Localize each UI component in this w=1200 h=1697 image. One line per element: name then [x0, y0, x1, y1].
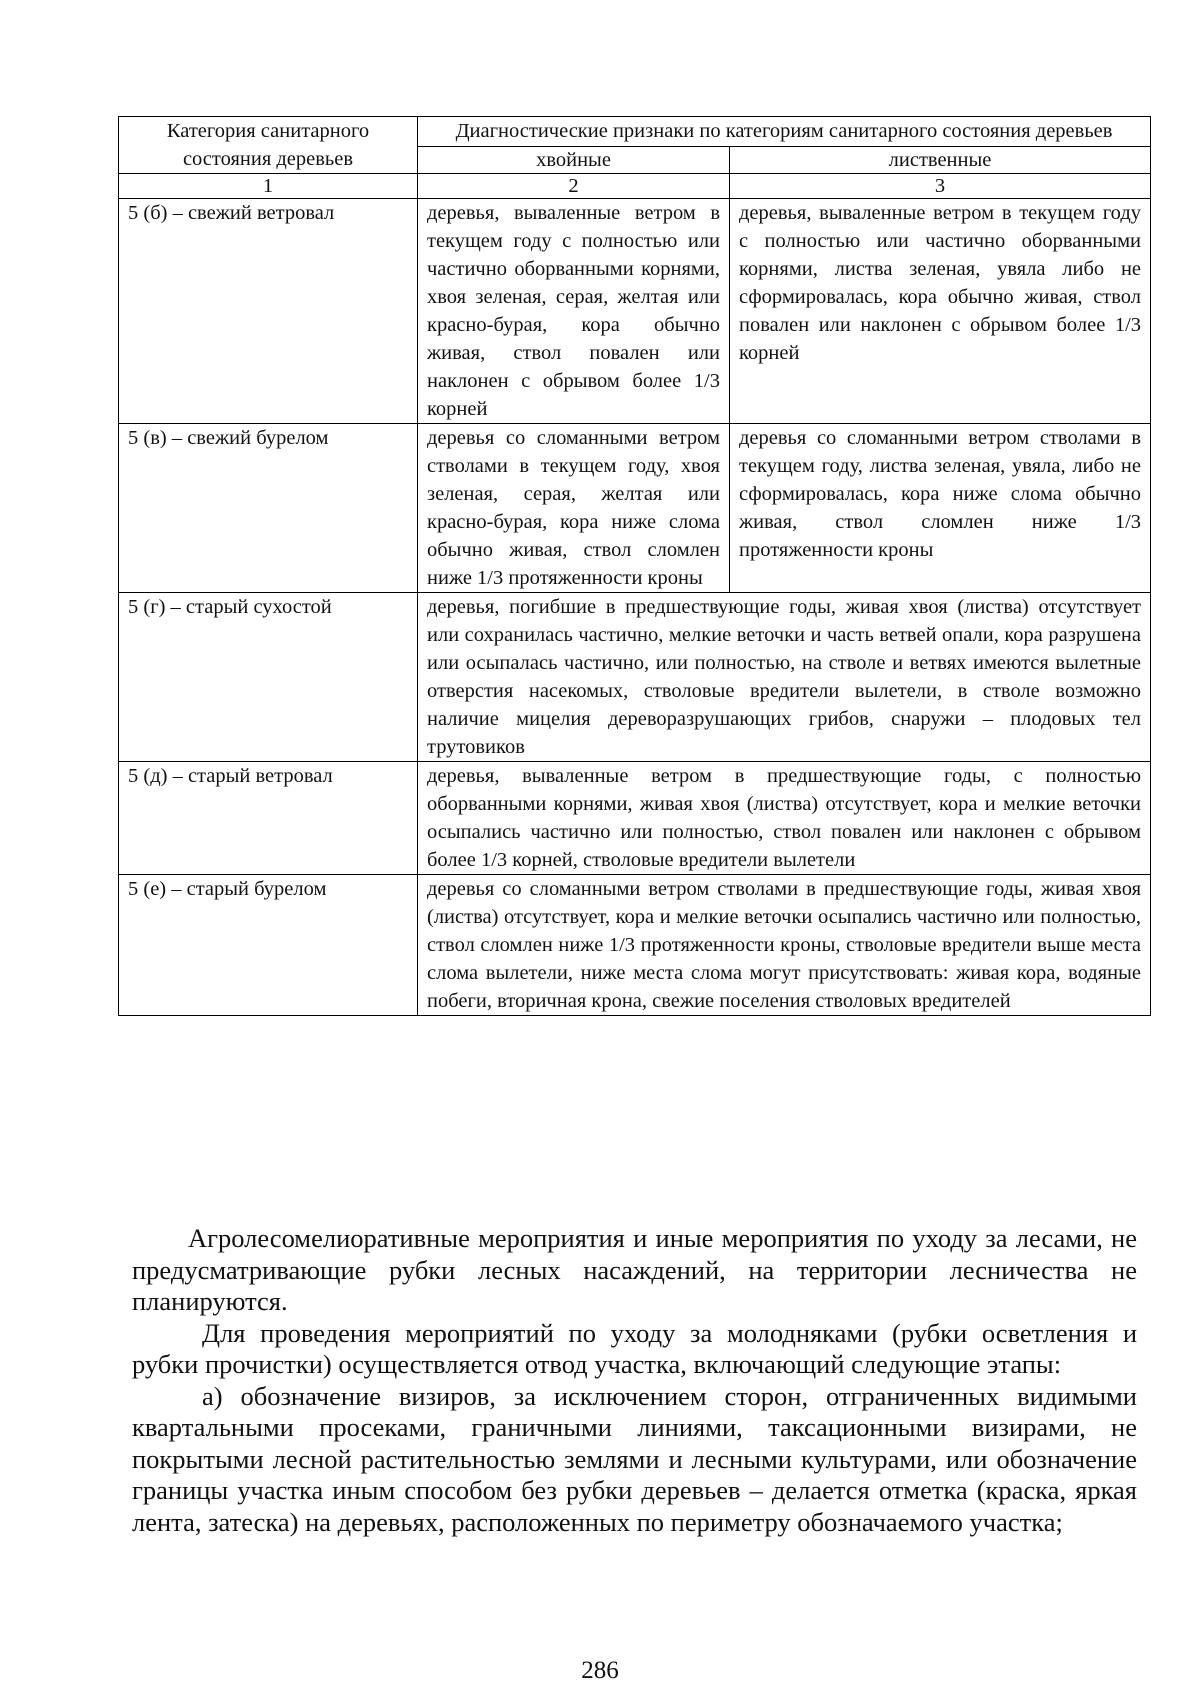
table-row — [119, 875, 1151, 1016]
column-number-2: 2 — [418, 174, 730, 199]
row-category: 5 (е) – старый бурелом — [119, 875, 418, 1016]
table-row — [119, 762, 1151, 875]
header-diagnostic: Диагностические признаки по категориям санитарного состояния деревьев — [418, 117, 1151, 147]
column-number-1: 1 — [119, 174, 418, 199]
header-category: Категория санитарного состояния деревьев — [119, 117, 418, 174]
body-text — [132, 1223, 1137, 1538]
row-deciduous: деревья со сломанными ветром стволами в текущем году, листва зеленая, увяла, либо не сформировалась, кора ниже слома обычно живая, ствол сломлен ниже 1/3 протяженности кроны — [730, 424, 1151, 593]
row-description: деревья, вываленные ветром в предшествующие годы, с полностью оборванными корнями, живая хвоя (листва) отсутствует, кора и мелкие веточки осыпались частично или полностью, ствол повален или наклонен с обрывом более 1/3 корней, стволовые вредители вылетели — [418, 762, 1151, 875]
table-row — [119, 199, 1151, 424]
table-number-row — [119, 174, 1151, 199]
row-description: деревья, погибшие в предшествующие годы, живая хвоя (листва) отсутствует или сохранилась частично, мелкие веточки и часть ветвей опали, кора разрушена или осыпалась частично, или полностью, на стволе и ветвях имеются вылетные отверстия насекомых, стволовые вредители вылетели, в стволе возможно наличие мицелия дереворазрушающих грибов, снаружи – плодовых тел трутовиков — [418, 593, 1151, 762]
row-description: деревья со сломанными ветром стволами в предшествующие годы, живая хвоя (листва) отсутствует, кора и мелкие веточки осыпались частично или полностью, ствол сломлен ниже 1/3 протяженности кроны, стволовые вредители выше места слома вылетели, ниже места слома могут присутствовать: живая кора, водяные побеги, вторичная крона, свежие поселения стволовых вредителей — [418, 875, 1151, 1016]
paragraph-agroforestry: Агролесомелиоративные мероприятия и иные мероприятия по уходу за лесами, не предусматривающие рубки лесных насаждений, на территории лесничества не планируются. — [132, 1223, 1137, 1316]
column-number-3: 3 — [730, 174, 1151, 199]
row-category: 5 (б) – свежий ветровал — [119, 199, 418, 424]
header-deciduous: лиственные — [730, 146, 1151, 173]
paragraph-step-a: а) обозначение визиров, за исключением сторон, отграниченных видимыми квартальными просеками, граничными линиями, таксационными визирами, не покрытыми лесной растительностью землями и лесными культурами, или обозначение границы участка иным способом без рубки деревьев – делается отметка (краска, яркая лента, затеска) на деревьях, расположенных по периметру обозначаемого участка; — [132, 1380, 1137, 1537]
row-deciduous: деревья, вываленные ветром в текущем году с полностью или частично оборванными корнями, листва зеленая, увяла либо не сформировалась, кора обычно живая, ствол повален или наклонен с обрывом более 1/3 корней — [730, 199, 1151, 424]
row-conifers: деревья со сломанными ветром стволами в текущем году, хвоя зеленая, серая, желтая или красно-бурая, кора ниже слома обычно живая, ствол сломлен ниже 1/3 протяженности кроны — [418, 424, 730, 593]
table-header-row — [119, 117, 1151, 147]
page-number: 286 — [581, 1657, 619, 1684]
paragraph-young-stands-care: Для проведения мероприятий по уходу за молодняками (рубки осветления и рубки прочистки) осуществляется отвод участка, включающий следующие этапы: — [132, 1317, 1137, 1379]
row-conifers: деревья, вываленные ветром в текущем году с полностью или частично оборванными корнями, хвоя зеленая, серая, желтая или красно-бурая, кора обычно живая, ствол повален или наклонен с обрывом более 1/3 корней — [418, 199, 730, 424]
row-category: 5 (д) – старый ветровал — [119, 762, 418, 875]
row-category: 5 (в) – свежий бурелом — [119, 424, 418, 593]
sanitary-category-table — [118, 116, 1151, 1016]
table-row — [119, 593, 1151, 762]
row-category: 5 (г) – старый сухостой — [119, 593, 418, 762]
table-row — [119, 424, 1151, 593]
header-conifers: хвойные — [418, 146, 730, 173]
